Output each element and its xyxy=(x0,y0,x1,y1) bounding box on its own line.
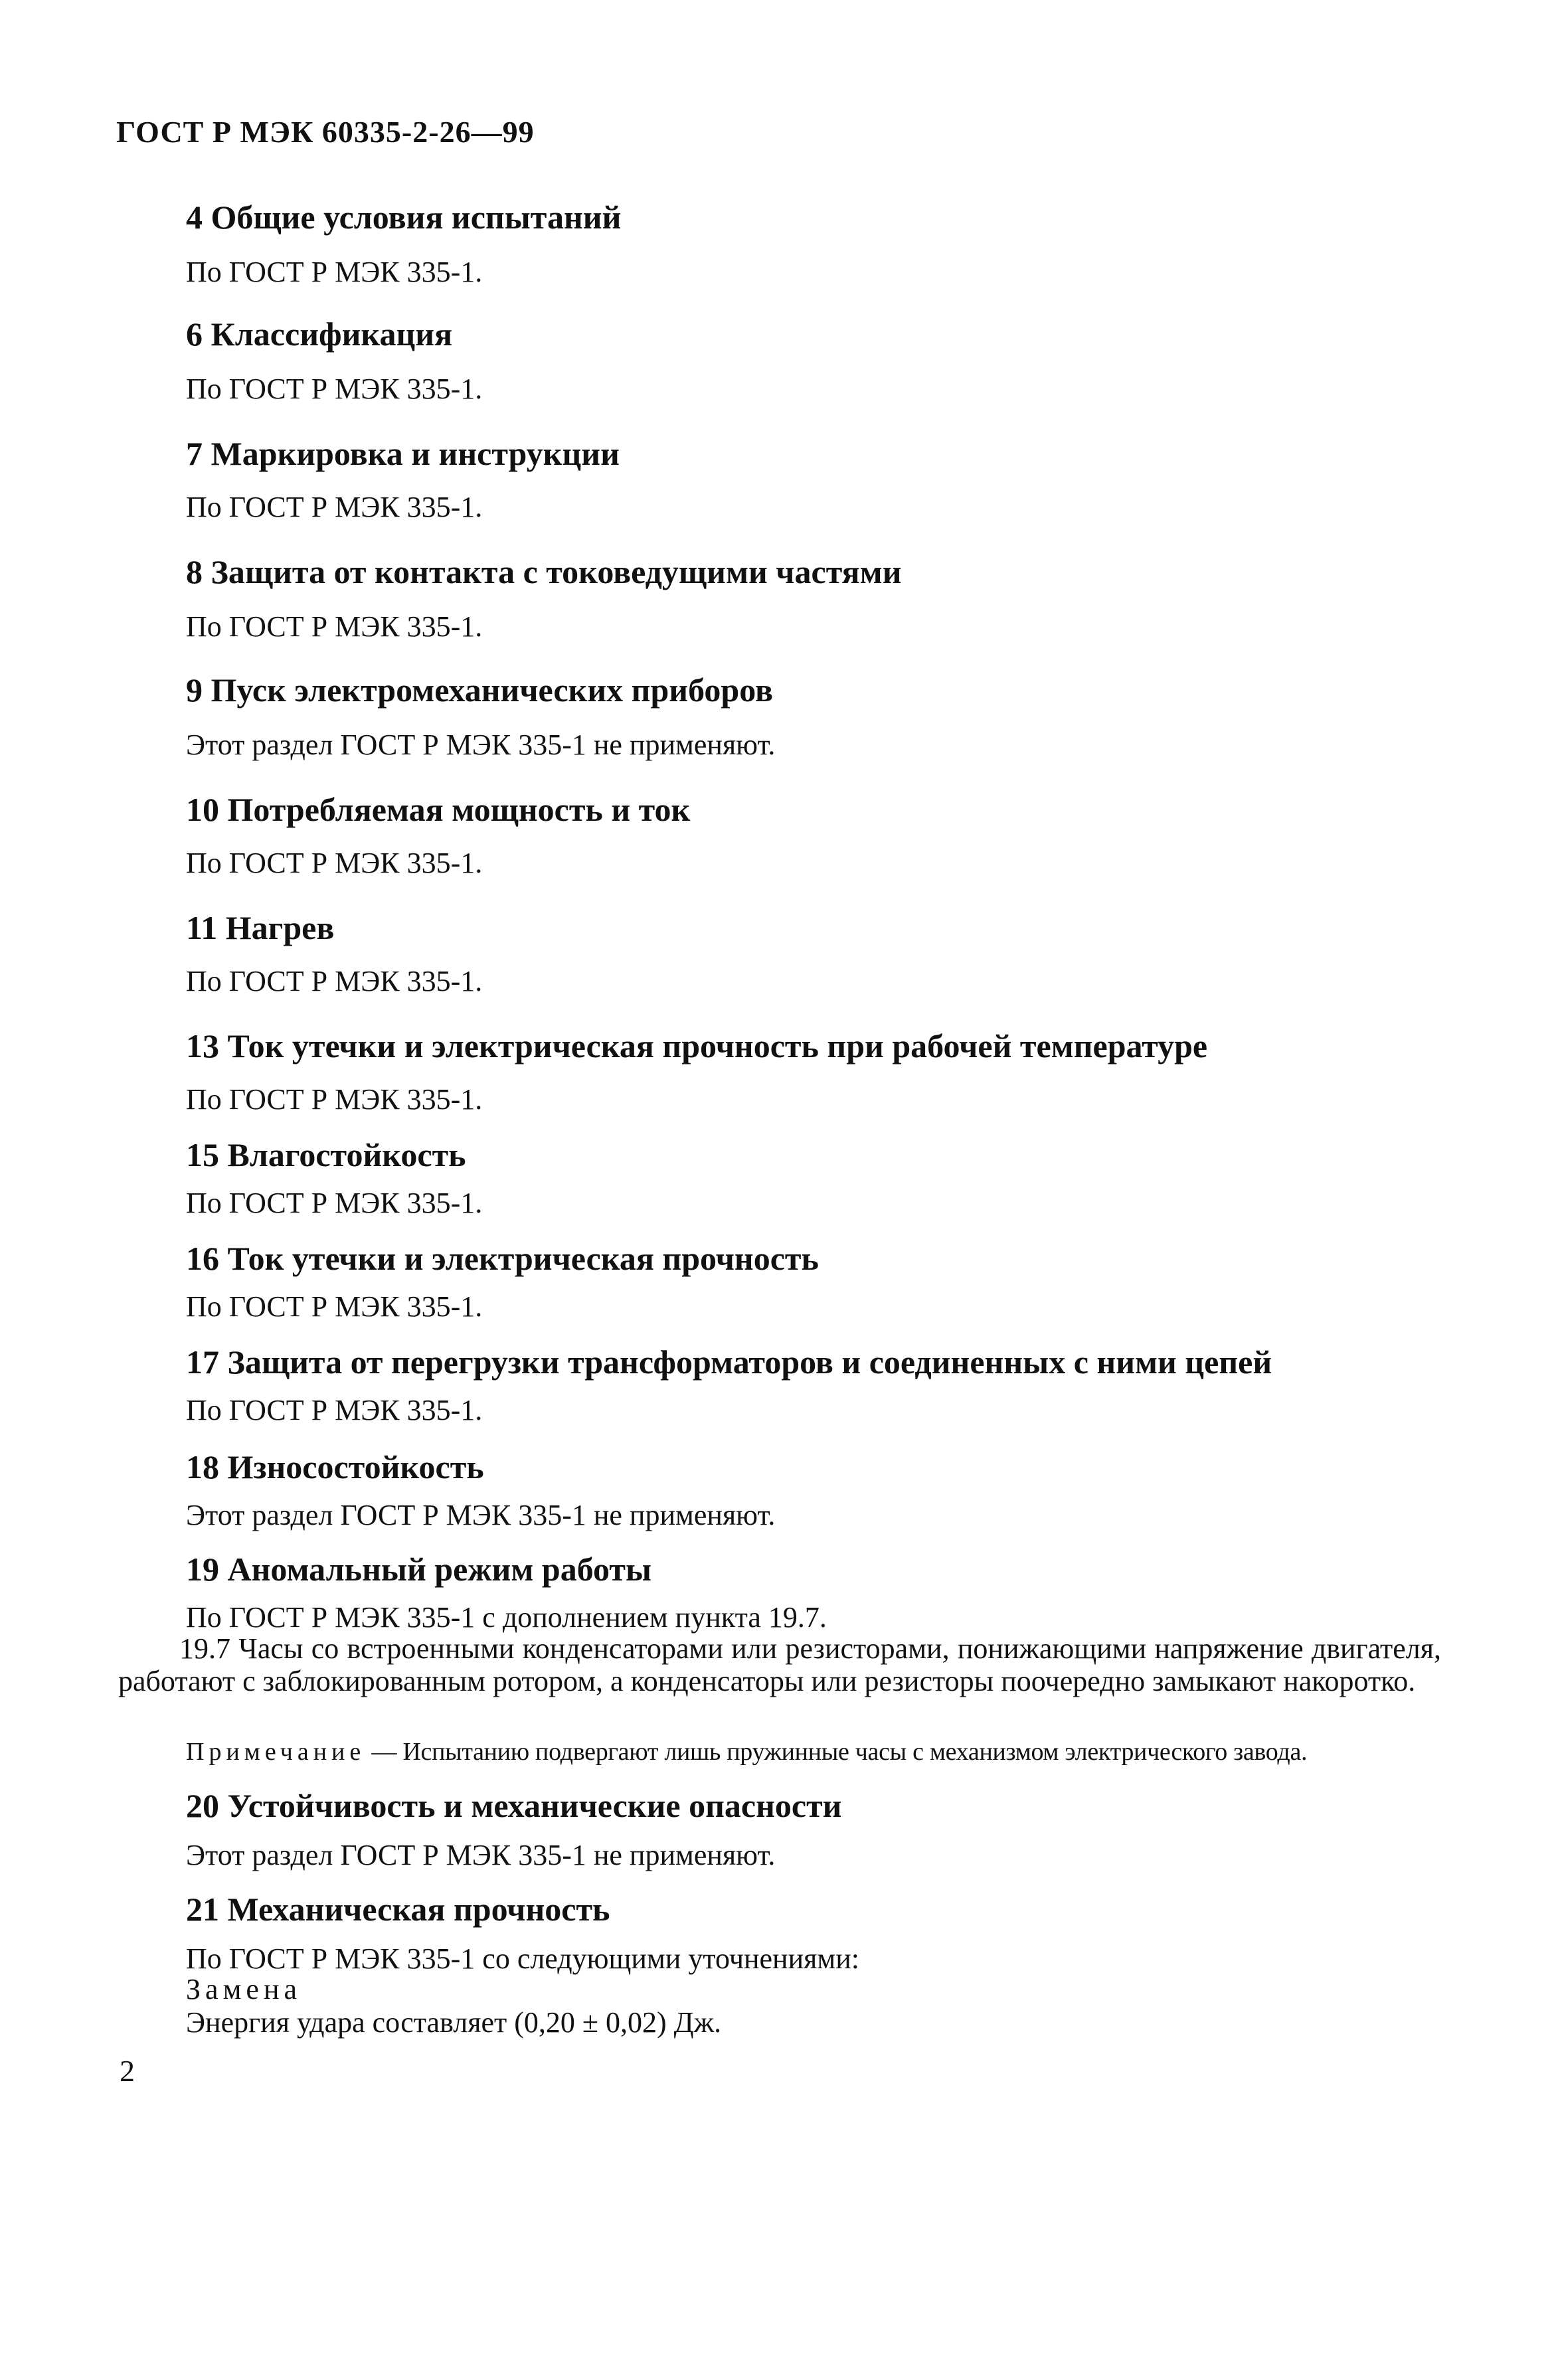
note-label: Примечание xyxy=(186,1738,366,1766)
section-heading: 16 Ток утечки и электрическая прочность xyxy=(186,1240,819,1277)
section-heading: 4 Общие условия испытаний xyxy=(186,199,622,236)
section-text: Этот раздел ГОСТ Р МЭК 335-1 не применяют. xyxy=(186,1499,776,1531)
replacement-label: Замена xyxy=(186,1973,302,2005)
section-heading: 20 Устойчивость и механические опасности xyxy=(186,1787,842,1824)
section-text: По ГОСТ Р МЭК 335-1 с дополнением пункта 19.7. xyxy=(186,1601,827,1634)
section-heading: 15 Влагостойкость xyxy=(186,1136,466,1173)
note xyxy=(186,1737,1307,1766)
section-text: По ГОСТ Р МЭК 335-1. xyxy=(186,1290,483,1323)
section-text: По ГОСТ Р МЭК 335-1. xyxy=(186,847,483,879)
section-heading: 17 Защита от перегрузки трансформаторов и соединенных с ними цепей xyxy=(186,1343,1272,1381)
clause-19-7-text: 19.7 Часы со встроенными конденсаторами или резисторами, понижающими напряжение двигателя, работают с заблокированным ротором, а конденсаторы или резисторы поочередно замыкают накоротко. xyxy=(118,1632,1441,1697)
section-text: По ГОСТ Р МЭК 335-1. xyxy=(186,610,483,643)
section-text: Этот раздел ГОСТ Р МЭК 335-1 не применяют. xyxy=(186,1839,776,1871)
section-heading: 11 Нагрев xyxy=(186,909,335,946)
section-text: По ГОСТ Р МЭК 335-1. xyxy=(186,373,483,405)
section-text: По ГОСТ Р МЭК 335-1. xyxy=(186,1187,483,1219)
section-heading: 8 Защита от контакта с токоведущими частями xyxy=(186,553,902,590)
section-heading: 18 Износостойкость xyxy=(186,1448,484,1486)
section-text: Этот раздел ГОСТ Р МЭК 335-1 не применяют. xyxy=(186,728,776,761)
section-text: По ГОСТ Р МЭК 335-1. xyxy=(186,1394,483,1426)
section-text: По ГОСТ Р МЭК 335-1. xyxy=(186,491,483,523)
section-heading: 21 Механическая прочность xyxy=(186,1891,610,1928)
document-header: ГОСТ Р МЭК 60335-2-26—99 xyxy=(116,115,535,149)
clause-19-7 xyxy=(118,1632,1441,1697)
section-heading: 10 Потребляемая мощность и ток xyxy=(186,791,691,828)
replacement-text: Энергия удара составляет (0,20 ± 0,02) Дж. xyxy=(186,2006,722,2039)
section-text: По ГОСТ Р МЭК 335-1. xyxy=(186,1083,483,1116)
page-number: 2 xyxy=(120,2054,135,2088)
note-text: — Испытанию подвергают лишь пружинные часы с механизмом электрического завода. xyxy=(365,1738,1308,1766)
section-heading: 19 Аномальный режим работы xyxy=(186,1551,651,1588)
section-heading: 6 Классификация xyxy=(186,315,453,353)
section-heading: 9 Пуск электромеханических приборов xyxy=(186,671,773,709)
section-heading: 13 Ток утечки и электрическая прочность при рабочей температуре xyxy=(186,1027,1208,1064)
section-text: По ГОСТ Р МЭК 335-1. xyxy=(186,965,483,997)
section-text: По ГОСТ Р МЭК 335-1. xyxy=(186,256,483,288)
section-heading: 7 Маркировка и инструкции xyxy=(186,435,620,472)
section-text: По ГОСТ Р МЭК 335-1 со следующими уточнениями: xyxy=(186,1942,859,1975)
